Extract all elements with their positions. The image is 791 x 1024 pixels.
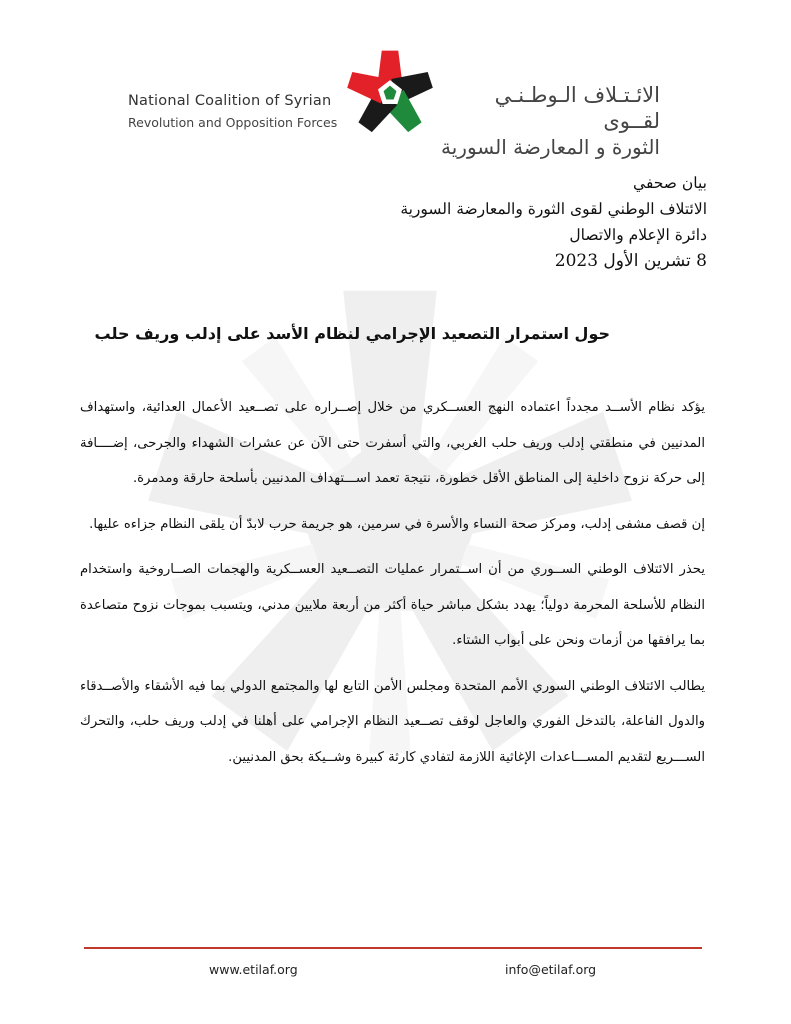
footer-email-link[interactable]: info@etilaf.org — [505, 962, 597, 977]
footer-divider — [84, 947, 702, 949]
org-name-english — [128, 91, 337, 132]
org-name-en-line1: National Coalition of Syrian — [128, 93, 332, 109]
footer-website-link[interactable]: www.etilaf.org — [209, 962, 298, 977]
release-type: بيان صحفي — [633, 174, 707, 192]
body-paragraph-2: إن قصف مشفى إدلب، ومركز صحة النساء والأسرة في سرمين، هو جريمة حرب لابدّ أن يلقى النظام جزاءه عليها. — [89, 516, 705, 532]
body-paragraph-1: يؤكد نظام الأســد مجدداً اعتماده النهج العســكري من خلال إصــراره على تصــعيد الأعمال العدائية، واستهداف المدنيين في منطقتي إدلب وريف حلب الغربي، والتي أسفرت حتى الآن عن عشرات الشهداء والجرحى، إضــــافة إلى حركة نزوح داخلية إلى المناطق الأقل خطورة، نتيجة تعمد اســـتهداف المدنيين بأسلحة حارقة ومدمرة. — [80, 400, 705, 486]
release-date: 8 تشرين الأول 2023 — [554, 251, 707, 271]
org-name-en-line2: Revolution and Opposition Forces — [128, 115, 338, 130]
release-department: دائرة الإعلام والاتصال — [569, 226, 707, 244]
release-title: حول استمرار التصعيد الإجرامي لنظام الأسد على إدلب وريف حلب — [94, 324, 610, 343]
body-paragraph-4: يطالب الائتلاف الوطني السوري الأمم المتحدة ومجلس الأمن التابع لها والمجتمع الدولي بما فيه الأشقاء والأصــدقاء والدول الفاعلة، بالتدخل الفوري والعاجل لوقف تصــعيد النظام الإجرامي على أهلنا في إدلب وريف حلب، والتحرك الســـريع لتقديم المســـاعدات الإغاثية اللازمة لتفادي كارثة كبيرة وشــيكة بحق المدنيين. — [80, 678, 705, 765]
release-body — [80, 390, 705, 785]
org-name-ar-line1: الائـتـلاف الـوطـنـي لقــوى — [494, 83, 660, 133]
body-paragraph-3: يحذر الائتلاف الوطني الســوري من أن اســتمرار عمليات التصــعيد العســكرية والهجمات الصــاروخية واستخدام النظام للأسلحة المحرمة دولياً؛ يهدد بشكل مباشر حياة أكثر من أربعة ملايين مدني، ويتسبب بموجات نزوح متصاعدة بما يرافقها من أزمات ونحن على أبواب الشتاء. — [80, 562, 705, 648]
coalition-logo-icon — [344, 47, 436, 139]
org-name-ar-line2: الثورة و المعارضة السورية — [441, 135, 660, 159]
org-name-arabic — [436, 82, 660, 160]
release-meta — [400, 170, 707, 274]
release-org: الائتلاف الوطني لقوى الثورة والمعارضة السورية — [400, 200, 707, 218]
